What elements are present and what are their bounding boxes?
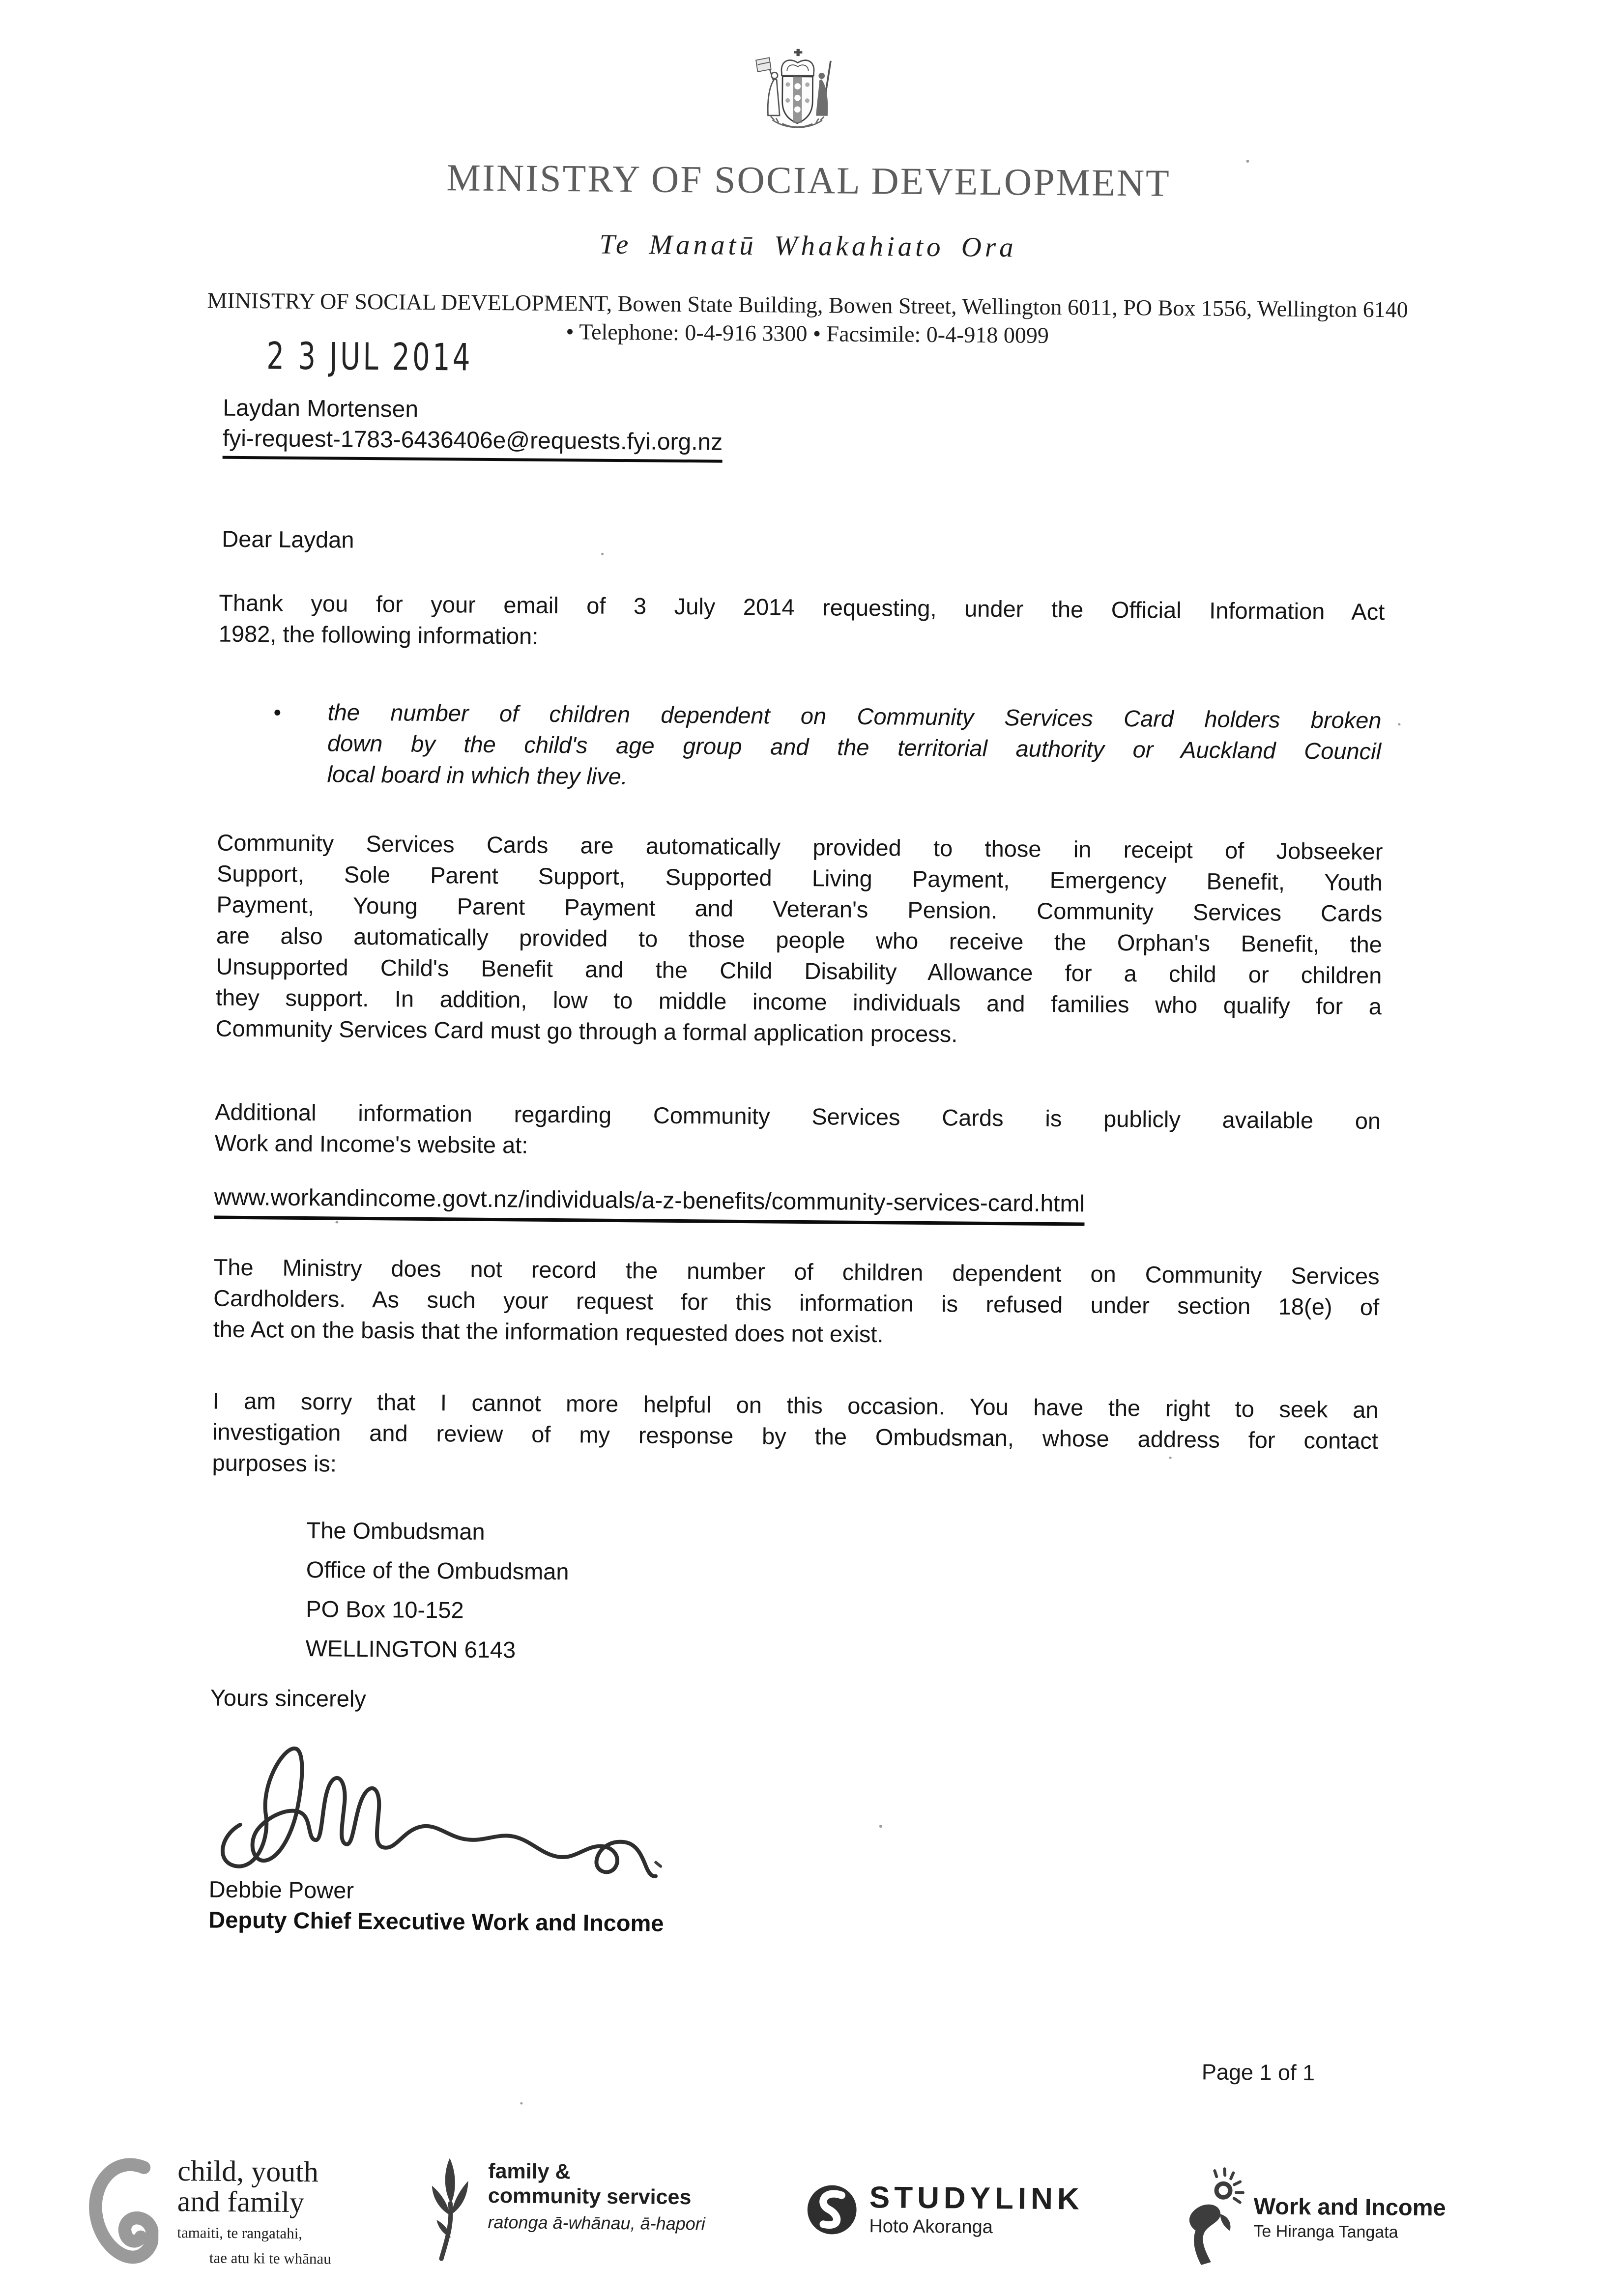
ministry-maori-name: Te Manatū Whakahiato Ora: [599, 229, 1017, 263]
salutation: Dear Laydan: [222, 525, 354, 553]
paragraph-request-intro: [219, 587, 1385, 659]
letterhead-address: MINISTRY OF SOCIAL DEVELOPMENT, Bowen State Building, Bowen Street, Wellington 6011, PO Box 1556, Wellington 6140: [207, 287, 1408, 322]
closing-salutation: Yours sincerely: [210, 1684, 367, 1712]
text-line: the Act on the basis that the information requested does not exist.: [213, 1316, 884, 1348]
text-line: Additional information regarding Community Services Cards is publicly available on: [214, 1098, 1381, 1134]
cyf-name-line2: and family: [177, 2185, 305, 2219]
text-line: investigation and review of my response by the Ombudsman, whose address for contact: [212, 1418, 1379, 1454]
page-number: Page 1 of 1: [1201, 2059, 1315, 2086]
work-income-name: Work and Income: [1253, 2193, 1446, 2221]
signatory-title: Deputy Chief Executive Work and Income: [208, 1906, 664, 1936]
text-line: Support, Sole Parent Support, Supported Living Payment, Emergency Benefit, Youth: [216, 860, 1383, 896]
ministry-title: MINISTRY OF SOCIAL DEVELOPMENT: [446, 156, 1171, 204]
text-line: the number of children dependent on Community Services Card holders broken: [327, 699, 1382, 734]
text-line: Cardholders. As such your request for this information is refused under section 18(e) of: [213, 1285, 1380, 1320]
date-stamp: 2 3 JUL 2014: [266, 334, 473, 379]
speck: [335, 1221, 338, 1223]
ombudsman-address-block: [305, 1511, 569, 1670]
paragraph-ombudsman-rights: [212, 1385, 1378, 1488]
text-line: local board in which they live.: [327, 761, 628, 790]
text-line: down by the child's age group and the territorial authority or Auckland Council: [327, 730, 1382, 765]
text-line: Work and Income's website at:: [214, 1129, 528, 1158]
bullet-icon: •: [273, 700, 282, 725]
recipient-email: [223, 425, 723, 463]
recipient-email-text: fyi-request-1783-6436406e@requests.fyi.org.nz: [223, 425, 723, 463]
studylink-maori-name: Hoto Akoranga: [869, 2216, 993, 2238]
speck: [1169, 1457, 1172, 1459]
fcs-name-line1: family &: [488, 2159, 571, 2184]
text-line: Unsupported Child's Benefit and the Child Disability Allowance for a child or children: [216, 953, 1382, 989]
speck: [520, 2102, 522, 2105]
cyf-maori-line2: tae atu ki te whānau: [209, 2249, 331, 2267]
bullet-item-request: [269, 696, 1381, 798]
text-line: Payment, Young Parent Payment and Veteran's Pension. Community Services Cards: [216, 891, 1383, 927]
text-line: I am sorry that I cannot more helpful on this occasion. You have the right to seek an: [212, 1387, 1379, 1423]
website-link: [214, 1184, 1085, 1226]
leaf-cluster-icon: [421, 2155, 478, 2262]
text-line: 1982, the following information:: [218, 620, 539, 649]
text-line: they support. In addition, low to middle income individuals and families who qualify for a: [215, 984, 1382, 1020]
bullet-text: [327, 696, 1381, 798]
logo-studylink: [804, 2181, 1129, 2252]
text-line: Thank you for your email of 3 July 2014 requesting, under the Official Information Act: [219, 589, 1385, 625]
nz-coat-of-arms-icon: [751, 47, 845, 138]
text-line: The Ministry does not record the number of children dependent on Community Services: [213, 1254, 1380, 1290]
website-link-text: www.workandincome.govt.nz/individuals/a-z-benefits/community-services-card.html: [214, 1184, 1085, 1226]
fcs-name-line2: community services: [488, 2183, 692, 2210]
fcs-wordmark: [488, 2159, 705, 2234]
studylink-name: STUDYLINK: [869, 2181, 1084, 2216]
paragraph-csc-explanation: [215, 827, 1383, 1053]
speck: [1398, 723, 1400, 725]
speck: [879, 1825, 882, 1828]
paragraph-additional-info: [214, 1096, 1381, 1168]
speck: [1246, 160, 1249, 163]
text-line: The Ombudsman: [306, 1517, 485, 1545]
speck: [601, 553, 604, 555]
paragraph-refusal: [213, 1252, 1379, 1354]
scan-noise: [0, 0, 1620, 6]
cyf-name-line1: child, youth: [177, 2154, 319, 2188]
logo-family-community-services: [421, 2155, 736, 2271]
text-line: PO Box 10-152: [306, 1596, 464, 1623]
text-line: Community Services Cards are automatically provided to those in receipt of Jobseeker: [217, 829, 1383, 865]
fcs-maori-line: ratonga ā-whānau, ā-hapori: [488, 2211, 705, 2234]
cyf-wordmark: [177, 2155, 332, 2267]
recipient-name: Laydan Mortensen: [223, 395, 419, 423]
letterhead-phone-fax: • Telephone: 0-4-916 3300 • Facsimile: 0-4-918 0099: [566, 319, 1049, 348]
koru-spiral-icon: [80, 2151, 159, 2281]
logo-work-and-income: [1180, 2166, 1505, 2272]
signatory-name: Debbie Power: [208, 1876, 354, 1903]
text-line: purposes is:: [212, 1449, 337, 1477]
work-income-wordmark: [1253, 2193, 1446, 2242]
text-line: Community Services Card must go through a formal application process.: [215, 1015, 958, 1047]
work-income-figure-icon: [1180, 2166, 1249, 2267]
text-line: are also automatically provided to those people who receive the Orphan's Benefit, the: [216, 922, 1383, 958]
text-line: WELLINGTON 6143: [305, 1635, 516, 1663]
text-line: Office of the Ombudsman: [306, 1556, 569, 1585]
cyf-maori-line1: tamaiti, te rangatahi,: [177, 2224, 303, 2242]
work-income-maori-name: Te Hiranga Tangata: [1253, 2222, 1398, 2242]
studylink-wordmark: [869, 2181, 1084, 2239]
studylink-s-circle-icon: [804, 2182, 860, 2238]
signature-scribble-icon: [196, 1711, 664, 1882]
logo-child-youth-family: [79, 2151, 385, 2286]
